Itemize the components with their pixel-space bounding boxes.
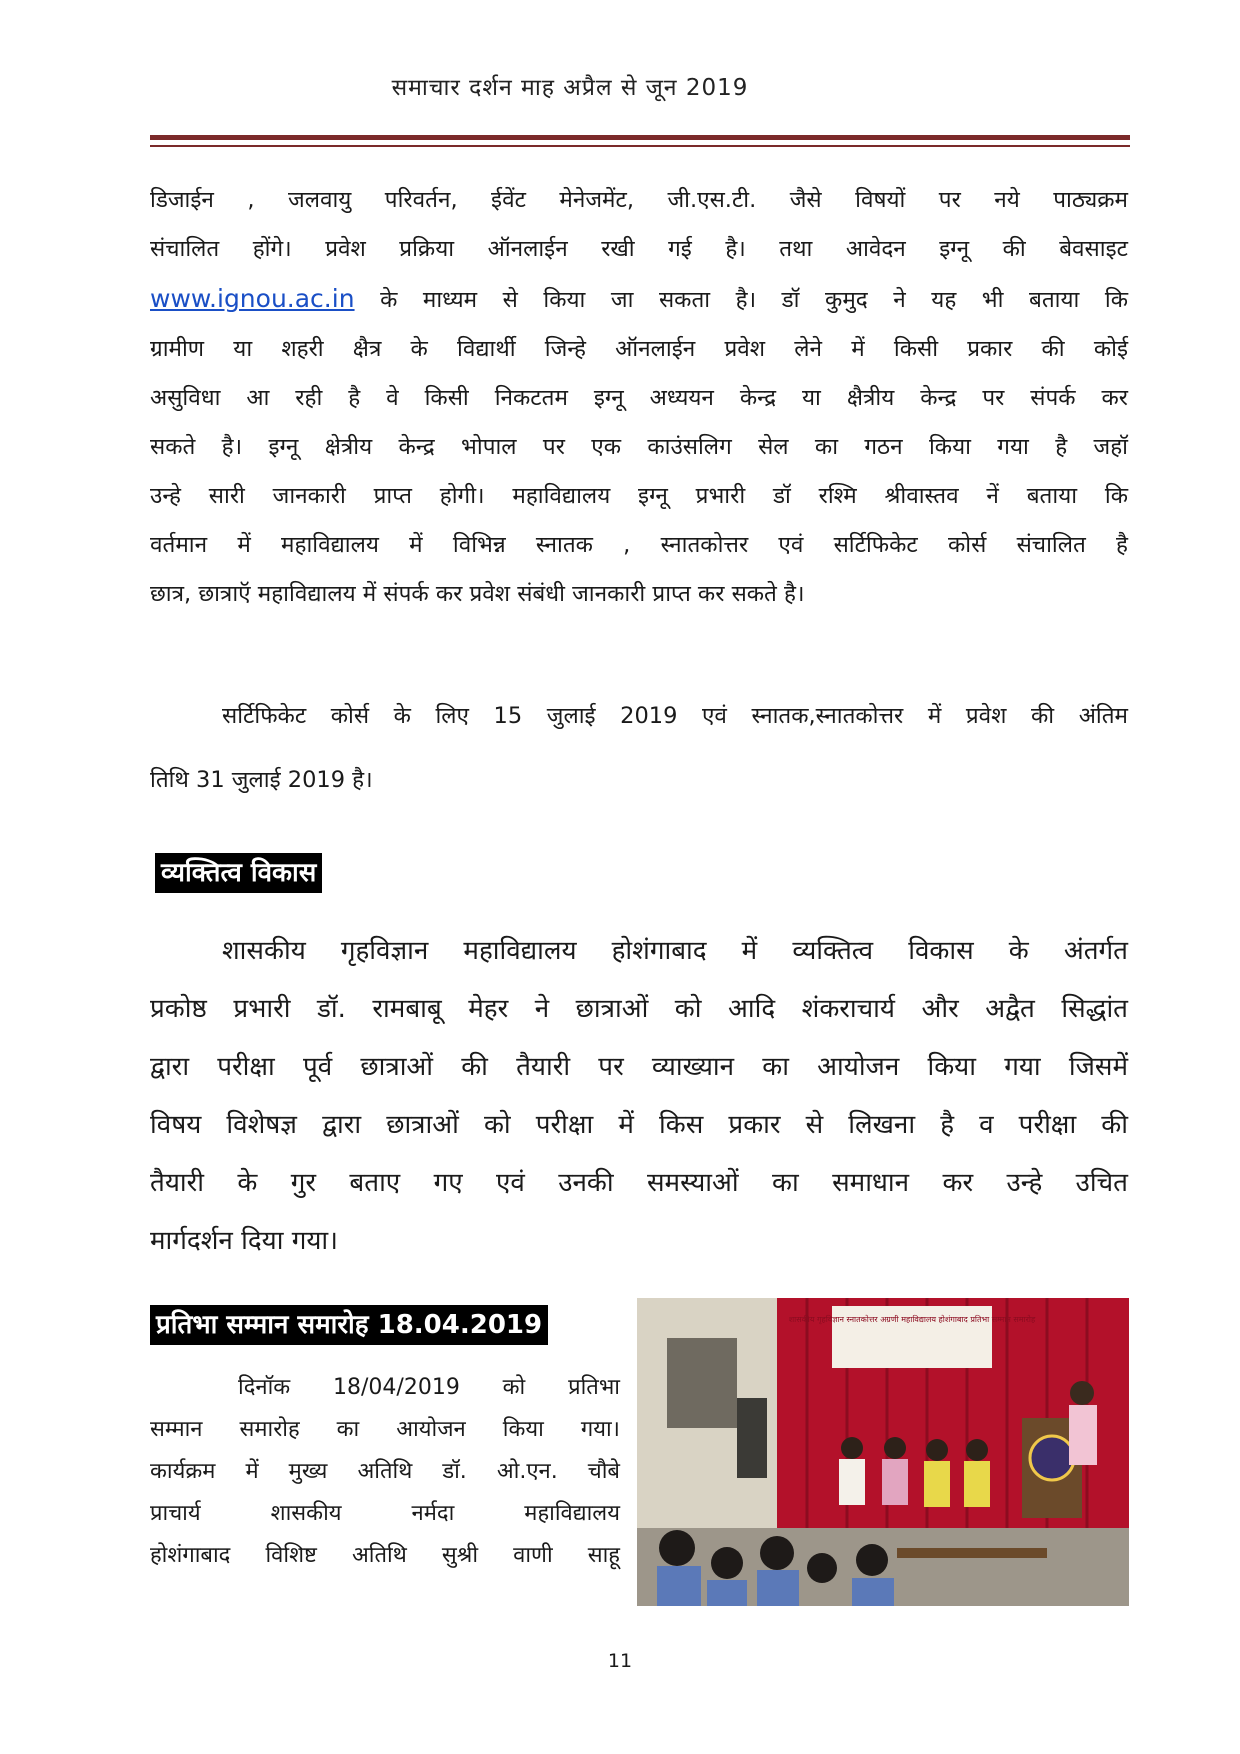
header-rule-thick — [150, 135, 1130, 140]
ignou-website-link[interactable]: www.ignou.ac.in — [150, 284, 355, 313]
text-line: डिजाईन , जलवायु परिवर्तन, ईवेंट मेनेजमेंट, जी.एस.टी. जैसे विषयों पर नये पाठ्यक्रम — [150, 187, 1128, 213]
event-photo — [637, 1298, 1129, 1606]
text-line: शासकीय गृहविज्ञान महाविद्यालय होशंगाबाद में व्यक्तित्व विकास के अंतर्गत — [222, 936, 1128, 966]
text-line: मार्गदर्शन दिया गया। — [150, 1226, 339, 1256]
text-line: सकते है। इग्नू क्षेत्रीय केन्द्र भोपाल पर एक काउंसलिग सेल का गठन किया गया है जहॉ — [150, 434, 1128, 460]
text-line: वर्तमान में महाविद्यालय में विभिन्न स्नातक , स्नातकोत्तर एवं सर्टिफिकेट कोर्स संचालित है — [150, 532, 1128, 558]
text-line: ग्रामीण या शहरी क्षैत्र के विद्यार्थी जिन्हे ऑनलाईन प्रवेश लेने में किसी प्रकार की कोई — [150, 336, 1128, 362]
deadline-paragraph — [150, 684, 1128, 812]
text-line: सम्मान समारोह का आयोजन किया गया। — [150, 1417, 620, 1442]
text-line: प्राचार्य शासकीय नर्मदा महाविद्यालय — [150, 1501, 620, 1526]
text-line: असुविधा आ रही है वे किसी निकटतम इग्नू अध्ययन केन्द्र या क्षैत्रीय केन्द्र पर संपर्क कर — [150, 385, 1128, 411]
personality-development-paragraph — [150, 922, 1128, 1270]
section-heading-personality-development: व्यक्तित्व विकास — [155, 853, 322, 893]
text-line: छात्र, छात्राऍ महाविद्यालय में संपर्क कर प्रवेश संबंधी जानकारी प्राप्त कर सकते है। — [150, 581, 805, 607]
talent-award-paragraph — [150, 1367, 620, 1577]
text-fragment: के माध्यम से किया जा सकता है। डॉ कुमुद ने यह भी बताया कि — [380, 287, 1128, 313]
text-line: द्वारा परीक्षा पूर्व छात्राओं की तैयारी पर व्याख्यान का आयोजन किया गया जिसमें — [150, 1052, 1128, 1082]
intro-paragraph — [150, 176, 1128, 619]
text-line: दिनॉक 18/04/2019 को प्रतिभा — [238, 1375, 620, 1400]
text-line-with-link — [150, 274, 1128, 325]
text-line: तैयारी के गुर बताए गए एवं उनकी समस्याओं का समाधान कर उन्हे उचित — [150, 1168, 1128, 1198]
text-line: सर्टिफिकेट कोर्स के लिए 15 जुलाई 2019 एवं स्नातक,स्नातकोत्तर में प्रवेश की अंतिम — [222, 703, 1128, 729]
page-header-title: समाचार दर्शन माह अप्रैल से जून 2019 — [391, 75, 749, 101]
text-line: विषय विशेषज्ञ द्वारा छात्राओं को परीक्षा में किस प्रकार से लिखना है व परीक्षा की — [150, 1110, 1128, 1140]
text-line: कार्यक्रम में मुख्य अतिथि डॉ. ओ.एन. चौबे — [150, 1459, 620, 1484]
page-number: 11 — [607, 1650, 633, 1672]
section-heading-talent-award: प्रतिभा सम्मान समारोह 18.04.2019 — [150, 1305, 548, 1345]
banner-text: शासकीय गृहविज्ञान स्नातकोत्तर अग्रणी महाविद्यालय होशंगाबाद प्रतिभा सम्मान समारोह — [788, 1315, 1036, 1324]
event-photo-illustration — [637, 1298, 1129, 1606]
text-line: तिथि 31 जुलाई 2019 है। — [150, 767, 373, 793]
text-line: उन्हे सारी जानकारी प्राप्त होगी। महाविद्यालय इग्नू प्रभारी डॉ रश्मि श्रीवास्तव नें बताया कि — [150, 483, 1128, 509]
text-line: संचालित होंगे। प्रवेश प्रक्रिया ऑनलाईन रखी गई है। तथा आवेदन इग्नू की बेवसाइट — [150, 236, 1128, 262]
text-line: होशंगाबाद विशिष्ट अतिथि सुश्री वाणी साहू — [150, 1543, 620, 1568]
text-line: प्रकोष्ठ प्रभारी डॉ. रामबाबू मेहर ने छात्राओं को आदि शंकराचार्य और अद्वैत सिद्धांत — [150, 994, 1128, 1024]
header-rule-thin — [150, 145, 1130, 147]
